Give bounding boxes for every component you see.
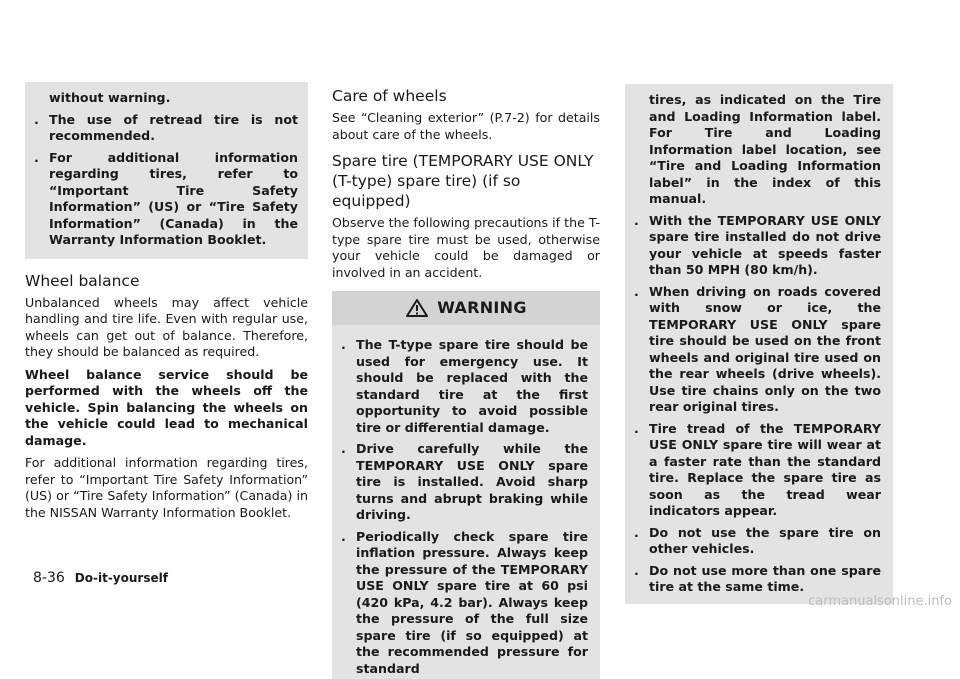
paragraph: Unbalanced wheels may affect vehicle handling and tire life. Even with regular use, wheels can get out of balance. Therefore, they should be balanced as required. [25,294,308,359]
bullet-item [625,525,881,558]
bullet-dot: . [634,562,639,578]
spare-tire-heading: Spare tire (TEMPORARY USE ONLY (T-type) spare tire) (if so equipped) [332,152,594,210]
page-number: 8-36 [33,570,65,586]
bullet-text: Periodically check spare tire inflation pressure. Always keep the pressure of the TEMPORARY USE ONLY spare tire at 60 psi (420 kPa, 4.2 bar). Always keep the pressure of the full size spare tire (if so equipped) at the recommended pressure for standard [356,528,588,676]
continuation-text: tires, as indicated on the Tire and Loading Information label. For Tire and Loading Information label location, see “Tire and Loading Information label” in the index of this manual. [649,92,881,206]
continuation-text: without warning. [49,90,171,105]
wheel-balance-heading: Wheel balance [25,271,140,290]
bullet-item [332,441,588,524]
paragraph: See “Cleaning exterior” (P.7-2) for details about care of the wheels. [332,110,600,142]
bullet-dot: . [634,524,639,540]
bullet-text: When driving on roads covered with snow or ice, the TEMPORARY USE ONLY spare tire should be used on the front wheels and original tire used on the rear wheels (drive wheels). Use tire chains only on the two rear original tires. [649,283,881,414]
warning-box [332,291,600,679]
bullet-dot: . [34,149,39,165]
bullet-text: The use of retread tire is not recommended. [49,111,298,143]
bullet-dot: . [634,283,639,299]
bullet-dot: . [34,111,39,127]
bullet-item [625,563,881,596]
bullet-item [332,337,588,436]
paragraph: For additional information regarding tires, refer to “Important Tire Safety Information” (US) or “Tire Safety Information” (Canada) in the NISSAN Warranty Information Booklet. [25,455,308,520]
bullet-dot: . [634,420,639,436]
bullet-text: Drive carefully while the TEMPORARY USE ONLY spare tire is installed. Avoid sharp turns and abrupt braking while driving. [356,441,588,522]
bullet-item [625,421,881,520]
column-2 [332,86,600,679]
warning-triangle-icon [405,298,429,318]
page-footer [33,570,168,586]
paragraph: Observe the following precautions if the T-type spare tire must be used, otherwise your vehicle could be damaged or involved in an accident. [332,215,600,280]
bullet-item [625,213,881,279]
column-1 [25,82,308,527]
bullet-dot: . [341,441,346,456]
bullet-text: Tire tread of the TEMPORARY USE ONLY spare tire will wear at a faster rate than the standard tire. Replace the spare tire as soon as the tread wear indicators appear. [649,420,881,518]
warning-label: WARNING [437,297,527,317]
care-of-wheels-heading: Care of wheels [332,87,447,105]
bullet-text: Do not use more than one spare tire at the same time. [649,562,881,594]
watermark: carmanualsonline.info [808,594,952,609]
bullet-item [25,112,298,145]
bullet-dot: . [634,212,639,228]
bullet-text: Do not use the spare tire on other vehicles. [649,524,881,556]
tire-warning-continuation-box [25,82,308,259]
bullet-text: For additional information regarding tires, refer to “Important Tire Safety Information” (US) or “Tire Safety Information” (Canada) in the Warranty Information Booklet. [49,149,298,247]
bullet-item [332,529,588,678]
column-3 [625,84,893,604]
bullet-text: The T-type spare tire should be used for emergency use. It should be replaced with the standard tire at the first opportunity to avoid possible tire or differential damage. [356,337,588,435]
bullet-dot: . [341,337,346,352]
bullet-item [625,284,881,416]
paragraph-bold: Wheel balance service should be performed with the wheels off the vehicle. Spin balancing the wheels on the vehicle could lead to mechanical damage. [25,366,308,448]
section-title: Do-it-yourself [74,571,168,585]
bullet-text: With the TEMPORARY USE ONLY spare tire installed do not drive your vehicle at speeds faster than 50 MPH (80 km/h). [649,212,881,277]
bullet-dot: . [341,528,346,544]
warning-header [332,291,600,325]
bullet-item [25,150,298,249]
warning-continuation-box [625,84,893,604]
